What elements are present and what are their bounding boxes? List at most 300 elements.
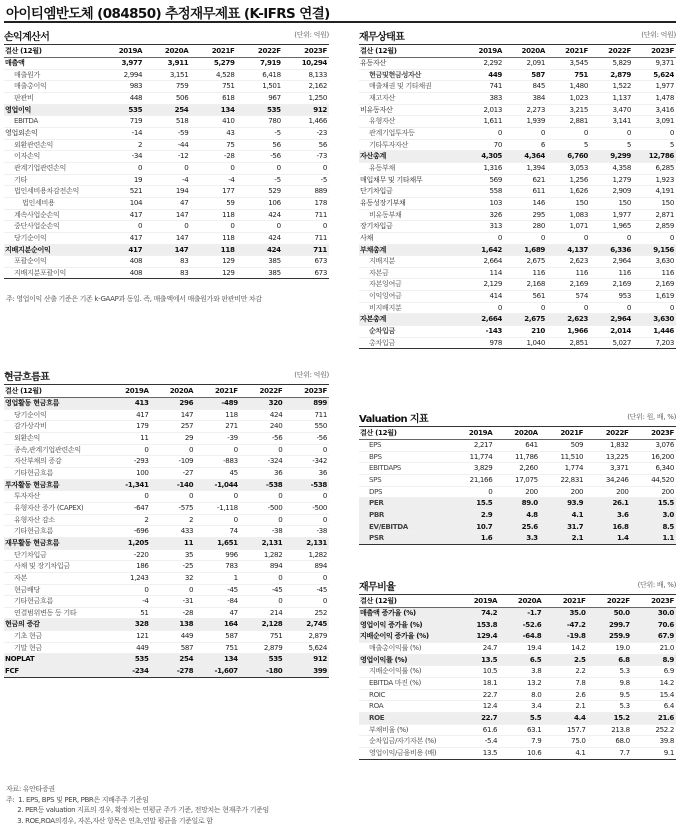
cell-value: 0 xyxy=(190,221,236,233)
cell-value: 417 xyxy=(98,244,144,256)
table-header-row xyxy=(359,427,676,440)
cell-value: 3,470 xyxy=(590,104,633,116)
cell-value: 569 xyxy=(461,174,504,186)
year-header: 2019A xyxy=(98,45,144,58)
cell-value: 4,191 xyxy=(633,186,676,198)
cell-value: -883 xyxy=(195,456,240,468)
cell-value: 0 xyxy=(547,127,590,139)
cell-value: 147 xyxy=(144,232,190,244)
row-label: 법인세비용 xyxy=(4,197,98,209)
year-header: 2020A xyxy=(151,385,196,398)
cell-value: 7.7 xyxy=(588,747,632,759)
cell-value: 254 xyxy=(144,104,190,116)
row-label: 영업활동 현금흐름 xyxy=(4,398,106,410)
cell-value: 2,128 xyxy=(240,619,285,631)
cell-value: 4.1 xyxy=(543,747,587,759)
year-header: 2023F xyxy=(633,45,676,58)
cell-value: 611 xyxy=(504,186,547,198)
row-label: 총차입금 xyxy=(359,337,461,349)
cell-value: -324 xyxy=(240,456,285,468)
row-label: 매출원가 xyxy=(4,69,98,81)
cell-value: 10.7 xyxy=(449,521,494,533)
cell-value: 506 xyxy=(144,92,190,104)
cell-value: 2,260 xyxy=(494,463,539,475)
table-row xyxy=(4,607,329,619)
row-label: 순차입금/자기자본 (%) xyxy=(359,736,455,748)
cell-value: 3,215 xyxy=(547,104,590,116)
row-label: 지배지분순이익 xyxy=(4,244,98,256)
cell-value: 587 xyxy=(151,642,196,654)
cell-value: 894 xyxy=(284,561,329,573)
cell-value: 3,371 xyxy=(585,463,630,475)
cell-value: 449 xyxy=(461,69,504,81)
table-row xyxy=(4,491,329,503)
row-label: 영업이익/금융비용 (배) xyxy=(359,747,455,759)
cell-value: 0 xyxy=(237,162,283,174)
table-row xyxy=(359,486,676,498)
cell-value: 2,664 xyxy=(461,256,504,268)
cell-value: -109 xyxy=(151,456,196,468)
year-header: 2020A xyxy=(499,595,543,608)
balance-sheet-panel xyxy=(359,24,676,349)
cell-value: 31.7 xyxy=(540,521,585,533)
cell-value: 2,129 xyxy=(461,279,504,291)
cell-value: -59 xyxy=(144,127,190,139)
cell-value: 296 xyxy=(151,398,196,410)
cell-value: 2,013 xyxy=(461,104,504,116)
cell-value: 5,279 xyxy=(190,58,236,70)
cell-value: 1,965 xyxy=(590,221,633,233)
table-row xyxy=(4,596,329,608)
cell-value: 22.7 xyxy=(455,712,499,724)
cell-value: 2 xyxy=(106,514,151,526)
table-row xyxy=(4,256,329,268)
table-row xyxy=(4,526,329,538)
cell-value: -44 xyxy=(144,139,190,151)
table-row xyxy=(4,174,329,186)
cell-value: 996 xyxy=(195,549,240,561)
table-row xyxy=(4,116,329,128)
cell-value: 13.5 xyxy=(455,747,499,759)
financial-ratios-panel xyxy=(359,574,676,760)
cell-value: 129 xyxy=(190,267,236,279)
row-label: ROIC xyxy=(359,689,455,701)
cell-value: 6,760 xyxy=(547,151,590,163)
cell-value: 3,416 xyxy=(633,104,676,116)
table-row xyxy=(359,209,676,221)
table-row xyxy=(359,127,676,139)
cell-value: 1.1 xyxy=(631,533,676,545)
cell-value: 2,881 xyxy=(547,116,590,128)
cell-value: -5.4 xyxy=(455,736,499,748)
cell-value: 1,023 xyxy=(547,92,590,104)
cell-value: -19.8 xyxy=(543,631,587,643)
cell-value: 2,292 xyxy=(461,58,504,70)
row-label: 매출액 증가율 (%) xyxy=(359,608,455,620)
cell-value: 153.8 xyxy=(455,619,499,631)
cell-value: 252 xyxy=(284,607,329,619)
cell-value: 114 xyxy=(461,267,504,279)
cell-value: 50.0 xyxy=(588,608,632,620)
cell-value: 0 xyxy=(461,302,504,314)
row-label: 자본총계 xyxy=(359,314,461,326)
table-row xyxy=(359,232,676,244)
cell-value: 11,510 xyxy=(540,451,585,463)
table-row xyxy=(4,209,329,221)
cell-value: 711 xyxy=(283,244,329,256)
cell-value: -12 xyxy=(144,151,190,163)
table-row xyxy=(4,221,329,233)
cell-value: 6,336 xyxy=(590,244,633,256)
cell-value: -500 xyxy=(240,502,285,514)
row-label: 판관비 xyxy=(4,92,98,104)
table-row xyxy=(4,398,329,410)
table-header-row xyxy=(359,45,676,58)
cell-value: 214 xyxy=(240,607,285,619)
cash-flow-unit: (단위: 억원) xyxy=(294,371,329,379)
cell-value: 44,520 xyxy=(631,474,676,486)
cell-value: 2,879 xyxy=(240,642,285,654)
cell-value: 19.4 xyxy=(499,642,543,654)
cell-value: 295 xyxy=(504,209,547,221)
row-label: 당기순이익 xyxy=(4,232,98,244)
cell-value: 200 xyxy=(585,486,630,498)
row-label: 사채 xyxy=(359,232,461,244)
row-label: ROE xyxy=(359,712,455,724)
cell-value: 1,611 xyxy=(461,116,504,128)
cell-value: 780 xyxy=(237,116,283,128)
cell-value: 213.8 xyxy=(588,724,632,736)
cell-value: 252.2 xyxy=(632,724,676,736)
row-label: 매출총이익률 (%) xyxy=(359,642,455,654)
row-label: PSR xyxy=(359,533,449,545)
valuation-unit: (단위: 원, 배, %) xyxy=(627,413,676,421)
table-row xyxy=(4,642,329,654)
cell-value: 35.0 xyxy=(543,608,587,620)
cell-value: 1,394 xyxy=(504,162,547,174)
cell-value: 157.7 xyxy=(543,724,587,736)
cell-value: 0 xyxy=(195,491,240,503)
cell-value: 0 xyxy=(151,491,196,503)
cell-value: 424 xyxy=(237,209,283,221)
year-header: 2019A xyxy=(449,427,494,440)
cell-value: -52.6 xyxy=(499,619,543,631)
table-row xyxy=(4,561,329,573)
cell-value: 194 xyxy=(144,186,190,198)
cell-value: 2,859 xyxy=(633,221,676,233)
cell-value: 2,745 xyxy=(284,619,329,631)
cell-value: -220 xyxy=(106,549,151,561)
cell-value: 0 xyxy=(240,596,285,608)
table-row xyxy=(359,69,676,81)
cell-value: -696 xyxy=(106,526,151,538)
cell-value: 0 xyxy=(240,491,285,503)
row-label: 영업이익 증가율 (%) xyxy=(359,619,455,631)
cell-value: 4.4 xyxy=(543,712,587,724)
year-header: 2023F xyxy=(283,45,329,58)
cell-value: 0 xyxy=(240,514,285,526)
financial-ratios-unit: (단위: 배, %) xyxy=(637,581,676,589)
cell-value: 1,282 xyxy=(240,549,285,561)
row-label: PBR xyxy=(359,509,449,521)
cell-value: 68.0 xyxy=(588,736,632,748)
cell-value: 14.2 xyxy=(632,677,676,689)
cell-value: 21.0 xyxy=(632,642,676,654)
row-label: 지배지분포괄이익 xyxy=(4,267,98,279)
cell-value: 3,076 xyxy=(631,440,676,452)
cell-value: 2,909 xyxy=(590,186,633,198)
cell-value: 967 xyxy=(237,92,283,104)
table-header-row xyxy=(4,45,329,58)
cell-value: 414 xyxy=(461,291,504,303)
row-label: 법인세비용차감전손익 xyxy=(4,186,98,198)
row-label: 장기차입금 xyxy=(359,221,461,233)
cell-value: 751 xyxy=(547,69,590,81)
cell-value: 2,994 xyxy=(98,69,144,81)
cell-value: 535 xyxy=(106,654,151,666)
table-row xyxy=(4,127,329,139)
cell-value: 741 xyxy=(461,81,504,93)
cell-value: -45 xyxy=(240,584,285,596)
table-row xyxy=(4,537,329,549)
cell-value: 74 xyxy=(195,526,240,538)
cell-value: 751 xyxy=(190,81,236,93)
table-row xyxy=(359,701,676,713)
row-label: 기타현금흐름 xyxy=(4,467,106,479)
cell-value: 2 xyxy=(151,514,196,526)
cell-value: 0 xyxy=(284,491,329,503)
row-label: 기타현금흐름 xyxy=(4,596,106,608)
cell-value: 10.6 xyxy=(499,747,543,759)
table-row xyxy=(359,197,676,209)
income-statement-table xyxy=(4,44,329,279)
cell-value: -38 xyxy=(284,526,329,538)
cell-value: 0 xyxy=(106,584,151,596)
cell-value: 179 xyxy=(106,421,151,433)
cell-value: 385 xyxy=(237,256,283,268)
year-header: 2021F xyxy=(190,45,236,58)
cell-value: 1,977 xyxy=(590,209,633,221)
cell-value: 673 xyxy=(283,256,329,268)
year-header: 2020A xyxy=(144,45,190,58)
cell-value: 7.8 xyxy=(543,677,587,689)
cell-value: 9,299 xyxy=(590,151,633,163)
cell-value: 417 xyxy=(98,232,144,244)
row-label: 매출채권 및 기타채권 xyxy=(359,81,461,93)
year-header: 2019A xyxy=(455,595,499,608)
table-row xyxy=(4,69,329,81)
cell-value: 35 xyxy=(151,549,196,561)
cell-value: 8,133 xyxy=(283,69,329,81)
cell-value: 271 xyxy=(195,421,240,433)
row-label: 비지배지분 xyxy=(359,302,461,314)
cell-value: 2,217 xyxy=(449,440,494,452)
cell-value: 0 xyxy=(504,302,547,314)
table-row xyxy=(359,302,676,314)
table-row xyxy=(4,58,329,70)
cell-value: -278 xyxy=(151,666,196,678)
cell-value: 2,014 xyxy=(590,326,633,338)
cell-value: 0 xyxy=(240,572,285,584)
cell-value: 210 xyxy=(504,326,547,338)
income-statement-note: 주: 영업이익 산출 기준은 기존 k-GAAP과 동일. 즉, 매출액에서 매출원가와 판관비만 차감 xyxy=(6,295,262,303)
cell-value: 19.0 xyxy=(588,642,632,654)
cell-value: 5.3 xyxy=(588,666,632,678)
cell-value: 1,480 xyxy=(547,81,590,93)
row-label: EV/EBITDA xyxy=(359,521,449,533)
cell-value: 5.5 xyxy=(499,712,543,724)
cell-value: 2,162 xyxy=(283,81,329,93)
cell-value: 11,774 xyxy=(449,451,494,463)
row-label: EBITDA 마진 (%) xyxy=(359,677,455,689)
table-row xyxy=(4,409,329,421)
cell-value: 83 xyxy=(144,267,190,279)
table-row xyxy=(359,689,676,701)
table-row xyxy=(4,514,329,526)
cell-value: 6.9 xyxy=(632,666,676,678)
cell-value: 118 xyxy=(190,232,236,244)
cell-value: 93.9 xyxy=(540,498,585,510)
row-label: 재고자산 xyxy=(359,92,461,104)
cell-value: 413 xyxy=(106,398,151,410)
cell-value: 2.6 xyxy=(543,689,587,701)
cell-value: 240 xyxy=(240,421,285,433)
table-row xyxy=(359,654,676,666)
year-header: 2021F xyxy=(547,45,590,58)
cell-value: 0 xyxy=(106,444,151,456)
year-header: 2021F xyxy=(195,385,240,398)
cell-value: 0 xyxy=(144,162,190,174)
cell-value: 15.4 xyxy=(632,689,676,701)
cell-value: 63.1 xyxy=(499,724,543,736)
cell-value: 2,675 xyxy=(504,256,547,268)
cell-value: 1 xyxy=(195,572,240,584)
row-label: 중단사업순손익 xyxy=(4,221,98,233)
cell-value: 257 xyxy=(151,421,196,433)
source-notes xyxy=(6,784,269,826)
table-row xyxy=(359,81,676,93)
row-label: 연결범위변동 등 기타 xyxy=(4,607,106,619)
table-row xyxy=(359,747,676,759)
cell-value: 751 xyxy=(240,631,285,643)
row-label: 비유동부채 xyxy=(359,209,461,221)
year-header: 2022F xyxy=(588,595,632,608)
table-row xyxy=(4,139,329,151)
cell-value: 1,977 xyxy=(633,81,676,93)
cell-value: 621 xyxy=(504,174,547,186)
cell-value: 1,689 xyxy=(504,244,547,256)
cell-value: 2.9 xyxy=(449,509,494,521)
cell-value: 719 xyxy=(98,116,144,128)
cell-value: 3,091 xyxy=(633,116,676,128)
cell-value: 535 xyxy=(237,104,283,116)
table-row xyxy=(359,174,676,186)
cell-value: 299.7 xyxy=(588,619,632,631)
cell-value: -56 xyxy=(240,432,285,444)
cell-value: 0 xyxy=(240,444,285,456)
year-header: 2019A xyxy=(461,45,504,58)
row-label: 기초 현금 xyxy=(4,631,106,643)
cell-value: 5 xyxy=(547,139,590,151)
cell-value: 5 xyxy=(590,139,633,151)
table-row xyxy=(359,451,676,463)
table-row xyxy=(359,116,676,128)
cell-value: 39.8 xyxy=(632,736,676,748)
cell-value: 1,256 xyxy=(547,174,590,186)
cell-value: -180 xyxy=(240,666,285,678)
cell-value: 22.7 xyxy=(455,689,499,701)
cell-value: 21.6 xyxy=(632,712,676,724)
cell-value: 280 xyxy=(504,221,547,233)
balance-sheet-table xyxy=(359,44,676,349)
financial-ratios-title: 재무비율 xyxy=(359,582,396,593)
table-row xyxy=(359,608,676,620)
cell-value: 9,371 xyxy=(633,58,676,70)
cash-flow-table xyxy=(4,384,329,678)
table-row xyxy=(4,479,329,491)
row-label: 관계기업관련손익 xyxy=(4,162,98,174)
cell-value: 0 xyxy=(633,127,676,139)
cell-value: 2.1 xyxy=(540,533,585,545)
cell-value: 320 xyxy=(240,398,285,410)
cell-value: 3,630 xyxy=(633,256,676,268)
row-label: 영업이익 xyxy=(4,104,98,116)
cell-value: -56 xyxy=(237,151,283,163)
cell-value: 51 xyxy=(106,607,151,619)
table-row xyxy=(4,197,329,209)
cell-value: 912 xyxy=(283,104,329,116)
table-row xyxy=(359,221,676,233)
cell-value: 12.4 xyxy=(455,701,499,713)
note-line: 3. ROE,ROA의경우, 자본,자산 항목은 연초,연말 평균을 기준일로 함 xyxy=(6,816,213,825)
row-label: 유형자산 감소 xyxy=(4,514,106,526)
cell-value: 70.6 xyxy=(632,619,676,631)
cell-value: -25 xyxy=(151,561,196,573)
cell-value: 26.1 xyxy=(585,498,630,510)
cell-value: 0 xyxy=(98,162,144,174)
cell-value: 408 xyxy=(98,267,144,279)
table-row xyxy=(4,92,329,104)
table-row xyxy=(4,186,329,198)
cell-value: 0 xyxy=(284,514,329,526)
table-row xyxy=(359,498,676,510)
cell-value: 7.9 xyxy=(499,736,543,748)
cell-value: 2,623 xyxy=(547,314,590,326)
cell-value: 106 xyxy=(237,197,283,209)
cell-value: 1,466 xyxy=(283,116,329,128)
cell-value: 4.8 xyxy=(494,509,539,521)
header-label: 결산 (12월) xyxy=(359,427,449,440)
table-row xyxy=(4,432,329,444)
row-label: 현금배당 xyxy=(4,584,106,596)
cell-value: 118 xyxy=(190,244,236,256)
cell-value: 399 xyxy=(284,666,329,678)
cell-value: 6.8 xyxy=(588,654,632,666)
table-row xyxy=(4,151,329,163)
row-label: 외환관련손익 xyxy=(4,139,98,151)
cell-value: 22,831 xyxy=(540,474,585,486)
note-line: 주: 1. EPS, BPS 및 PER, PBR은 지배주주 기준임 xyxy=(6,795,149,804)
cell-value: 3.0 xyxy=(631,509,676,521)
cell-value: 1,250 xyxy=(283,92,329,104)
cell-value: 10.5 xyxy=(455,666,499,678)
cell-value: -23 xyxy=(283,127,329,139)
cell-value: 2,273 xyxy=(504,104,547,116)
table-row xyxy=(359,521,676,533)
cell-value: 711 xyxy=(283,232,329,244)
row-label: FCF xyxy=(4,666,106,678)
table-row xyxy=(359,440,676,452)
